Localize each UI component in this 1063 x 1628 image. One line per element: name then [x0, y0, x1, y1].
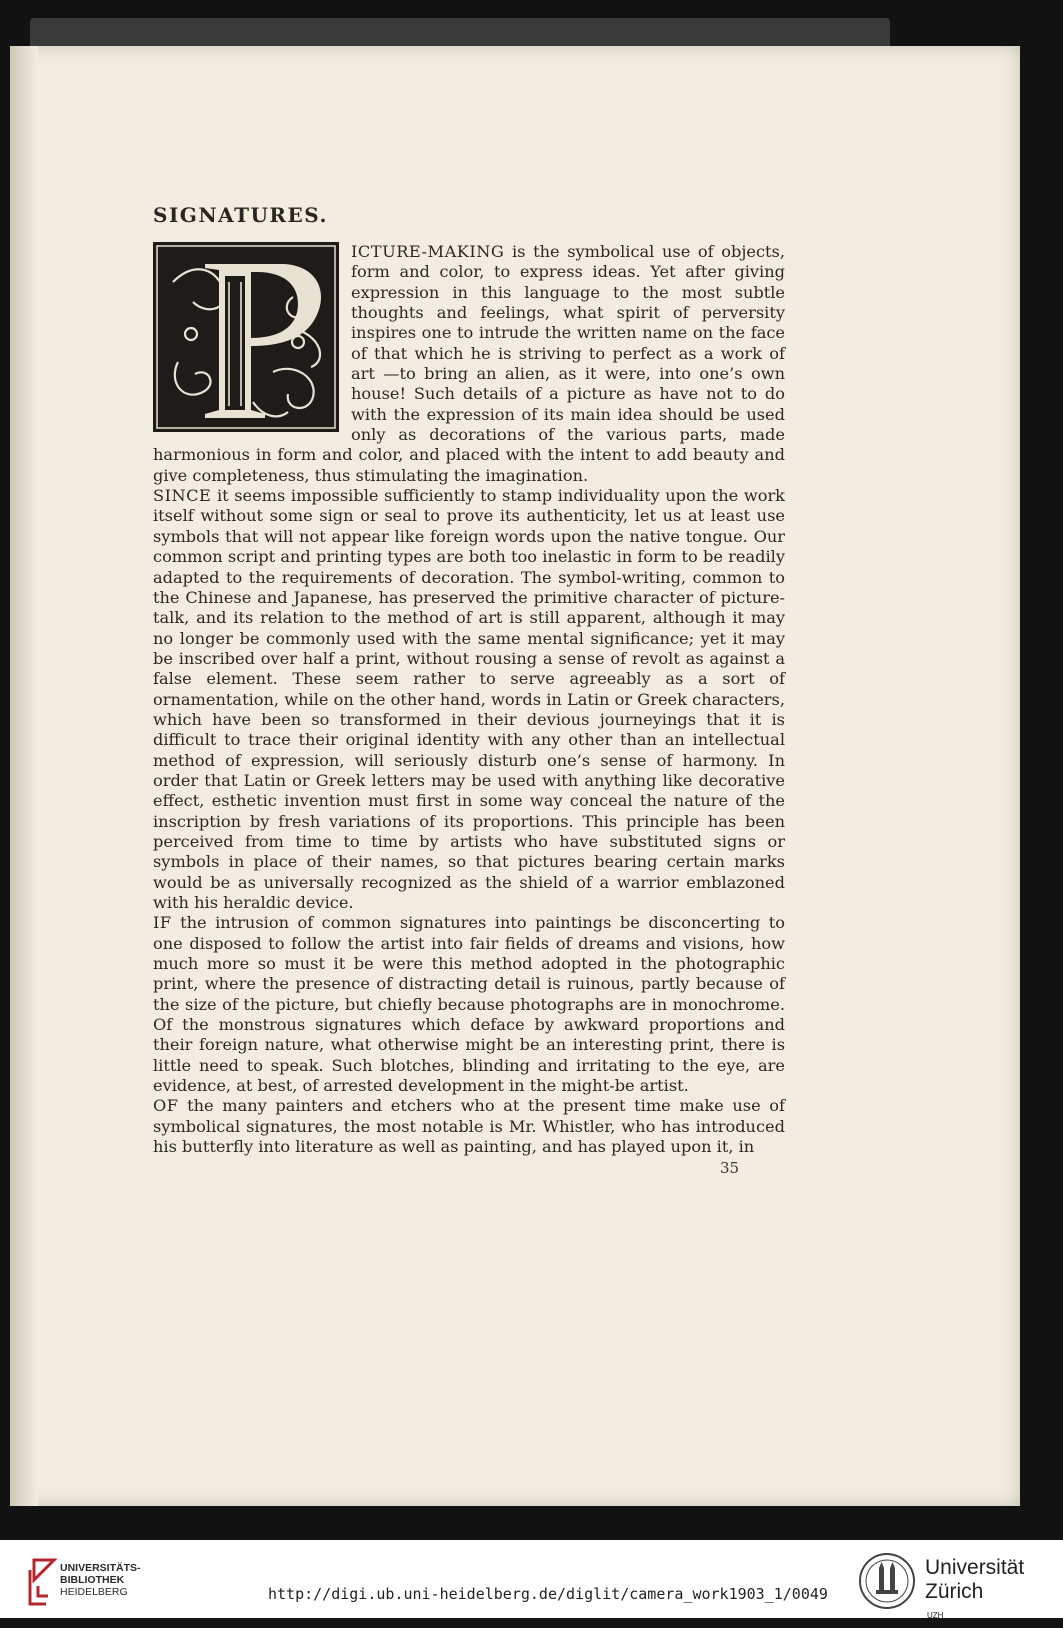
- lead-word: SINCE: [153, 486, 212, 506]
- paragraph-text: it seems impossible sufficiently to stamp individuality upon the work itself without some sign or seal to prove its authenticity, let us at least use symbols that will not appear like foreign words upon the native tongue. Our common script and printing types are both too inelastic in form to be readily adapted to the requirements of decoration. The symbol-writing, common to the Chinese and Japanese, has preserved the primitive character of picture-talk, and its relation to the method of art is still apparent, although it may no longer be commonly used with the same mental significance; yet it may be inscribed over half a print, without rousing a sense of revolt as against a false element. These seem rather to serve agreeably as a sort of ornamentation, while on the other hand, words in Latin or Greek characters, which have been so transformed in their devious journeyings that it is difficult to trace their original identity with any other than an intellectual method of expression, will seriously disturb one’s sense of harmony. In order that Latin or Greek letters may be used with anything like decorative effect, esthetic invention must first in some way conceal the nature of the inscription by fresh variations of its proportions. This principle has been perceived from time to time by artists who have substituted signs or symbols in place of their names, so that pictures bearing certain marks would be as universally recognized as the shield of a warrior emblazoned with his heraldic device.: [153, 486, 785, 912]
- library-line-2: BIBLIOTHEK: [60, 1574, 125, 1586]
- page-gutter-shadow: [10, 46, 38, 1506]
- lead-word: IF: [153, 913, 172, 933]
- lead-word: ICTURE-MAKING: [351, 242, 505, 261]
- university-line-2: Zürich UZH: [925, 1580, 1024, 1628]
- source-url-link[interactable]: http://digi.ub.uni-heidelberg.de/diglit/camera_work1903_1/0049: [268, 1585, 828, 1603]
- paragraph-3: [153, 913, 785, 1096]
- lead-word: OF: [153, 1096, 179, 1116]
- dropcap-spacer: [153, 242, 351, 445]
- library-line-3: HEIDELBERG: [60, 1586, 128, 1598]
- uzh-superscript: UZH: [927, 1611, 944, 1620]
- paragraph-2: [153, 486, 785, 913]
- paragraph-text: the intrusion of common signatures into paintings be disconcerting to one disposed to follow the artist into fair fields of dreams and visions, how much more so must it be were this method adopted in the photographic print, where the presence of distracting detail is ruinous, partly because of the size of the picture, but chiefly because photographs are in monochrome. Of the monstrous signatures which deface by awkward proportions and their foreign nature, what otherwise might be an interesting print, there is little need to speak. Such blotches, blinding and irritating to the eye, are evidence, at best, of arrested development in the might-be artist.: [153, 913, 785, 1096]
- viewer-footer: [0, 1540, 1063, 1618]
- paragraph-text: the many painters and etchers who at the present time make use of symbolical signatures, the most notable is Mr. Whistler, who has introduced his butterfly into literature as well as painting, and has played upon it, in: [153, 1096, 785, 1157]
- article-body: [153, 242, 785, 1157]
- page-number: 35: [720, 1159, 740, 1177]
- university-line-1: Universität: [925, 1556, 1025, 1579]
- zurich-university-name: [925, 1556, 1024, 1628]
- paragraph-text: is the symbolical use of objects, form and color, to express ideas. Yet after giving expression in this language to the most subtle thoughts and feelings, what spirit of perversity inspires one to intrude the written name on the face of that which he is striving to perfect as a work of art —to bring an alien, as it were, into one’s own house! Such details of a picture as have not to do with the expression of its main idea should be used only as decorations of the various parts, made harmonious in form and color, and placed with the intent to add beauty and give completeness, thus stimulating the imagination.: [153, 242, 785, 485]
- page-heading: SIGNATURES.: [153, 203, 328, 227]
- library-line-1: UNIVERSITÄTS-: [60, 1562, 141, 1574]
- paragraph-4: [153, 1096, 785, 1157]
- heidelberg-library-name: [60, 1562, 141, 1598]
- zurich-university-seal-icon: [858, 1552, 916, 1610]
